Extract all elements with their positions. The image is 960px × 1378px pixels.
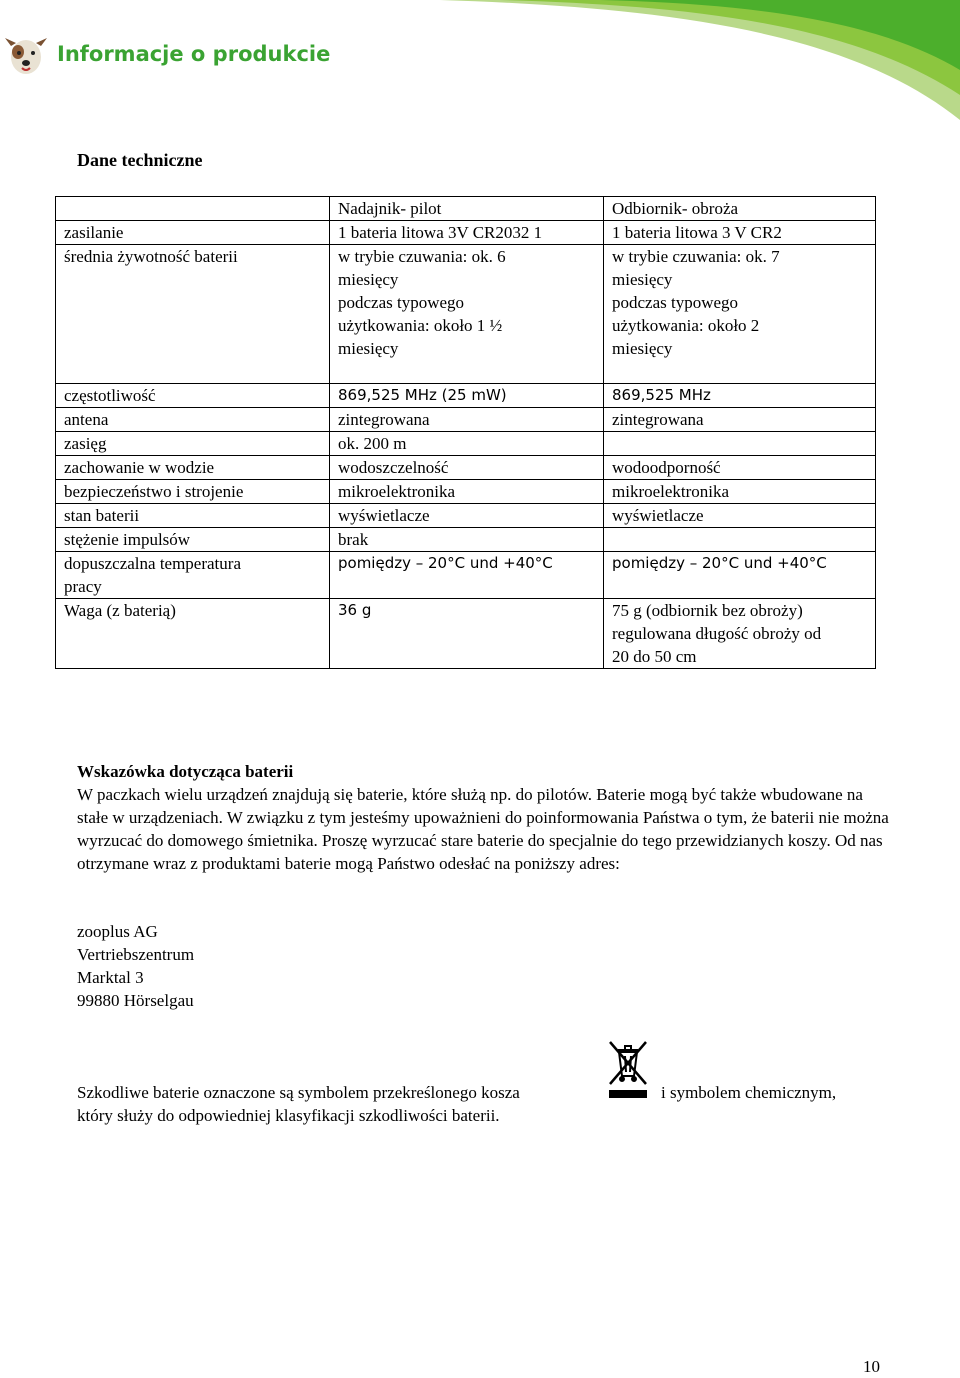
address-line: 99880 Hörselgau xyxy=(77,991,194,1010)
address-line: zooplus AG xyxy=(77,922,158,941)
address-line: Marktal 3 xyxy=(77,968,144,987)
table-row xyxy=(56,599,876,669)
table-row xyxy=(56,504,876,528)
receiver-value xyxy=(604,432,876,456)
transmitter-value: 1 bateria litowa 3V CR2032 1 xyxy=(330,221,604,245)
battery-note-title: Wskazówka dotycząca baterii xyxy=(77,762,294,781)
receiver-value: zintegrowana xyxy=(604,408,876,432)
receiver-value: wodoodporność xyxy=(604,456,876,480)
receiver-value: wyświetlacze xyxy=(604,504,876,528)
transmitter-value: 36 g xyxy=(330,599,604,669)
page-number: 10 xyxy=(863,1357,880,1376)
row-label: bezpieczeństwo i strojenie xyxy=(56,480,330,504)
receiver-value: 869,525 MHz xyxy=(604,384,876,408)
row-label: średnia żywotność baterii xyxy=(56,245,330,384)
row-label: dopuszczalna temperatura pracy xyxy=(56,552,330,599)
table-row xyxy=(56,528,876,552)
crossed-bin-icon xyxy=(607,1038,649,1100)
receiver-value xyxy=(604,528,876,552)
table-row xyxy=(56,480,876,504)
transmitter-value: 869,525 MHz (25 mW) xyxy=(330,384,604,408)
row-label: zasięg xyxy=(56,432,330,456)
table-row xyxy=(56,432,876,456)
section-title: Dane techniczne xyxy=(77,150,203,170)
transmitter-value: wyświetlacze xyxy=(330,504,604,528)
table-header-cell: Odbiornik- obroża xyxy=(604,197,876,221)
row-label: zachowanie w wodzie xyxy=(56,456,330,480)
bottom-note-part-c: który służy do odpowiedniej klasyfikacji szkodliwości baterii. xyxy=(77,1106,500,1125)
row-label: Waga (z baterią) xyxy=(56,599,330,669)
address-line: Vertriebszentrum xyxy=(77,945,195,964)
table-row xyxy=(56,552,876,599)
row-label: zasilanie xyxy=(56,221,330,245)
page-header xyxy=(0,0,960,120)
table-row xyxy=(56,221,876,245)
specs-table xyxy=(55,196,876,669)
table-header-row xyxy=(56,197,876,221)
bottom-note-part-b: i symbolem chemicznym, xyxy=(661,1083,837,1102)
row-label: stężenie impulsów xyxy=(56,528,330,552)
table-row xyxy=(56,456,876,480)
transmitter-value: mikroelektronika xyxy=(330,480,604,504)
receiver-value: pomiędzy – 20°C und +40°C xyxy=(604,552,876,599)
table-header-cell: Nadajnik- pilot xyxy=(330,197,604,221)
transmitter-value: brak xyxy=(330,528,604,552)
transmitter-value: zintegrowana xyxy=(330,408,604,432)
receiver-value: w trybie czuwania: ok. 7 miesięcy podczas typowego użytkowania: około 2 miesięcy xyxy=(604,245,876,384)
table-row xyxy=(56,245,876,384)
table-row xyxy=(56,408,876,432)
battery-note-body: W paczkach wielu urządzeń znajdują się baterie, które służą np. do pilotów. Baterie mogą być także wbudowane na stałe w urządzeniach. W związku z tym jesteśmy upoważnieni do poinformowania Państwa o tym, że baterii nie można wyrzucać do domowego śmietnika. Proszę wyrzucać stare baterie do specjalnie do tego przewidzianych koszy. Od nas otrzymane wraz z produktami baterie mogą Państwo odesłać na poniższy adres: xyxy=(77,785,889,873)
row-label: częstotliwość xyxy=(56,384,330,408)
receiver-value: 75 g (odbiornik bez obroży) regulowana długość obroży od 20 do 50 cm xyxy=(604,599,876,669)
receiver-value-text: 1 bateria litowa 3 V CR2 xyxy=(612,223,782,242)
bottom-note-part-a: Szkodliwe baterie oznaczone są symbolem przekreślonego kosza xyxy=(77,1083,520,1102)
dog-logo-icon xyxy=(2,30,50,80)
battery-note xyxy=(77,760,897,875)
transmitter-value: wodoszczelność xyxy=(330,456,604,480)
table-row xyxy=(56,384,876,408)
brand-title: Informacje o produkcie xyxy=(57,42,331,66)
row-label: antena xyxy=(56,408,330,432)
return-address xyxy=(77,920,194,1012)
receiver-value xyxy=(604,221,876,245)
receiver-value: mikroelektronika xyxy=(604,480,876,504)
table-header-cell xyxy=(56,197,330,221)
transmitter-value: w trybie czuwania: ok. 6 miesięcy podczas typowego użytkowania: około 1 ½ miesięcy xyxy=(330,245,604,384)
transmitter-value: pomiędzy – 20°C und +40°C xyxy=(330,552,604,599)
transmitter-value: ok. 200 m xyxy=(330,432,604,456)
row-label: stan baterii xyxy=(56,504,330,528)
